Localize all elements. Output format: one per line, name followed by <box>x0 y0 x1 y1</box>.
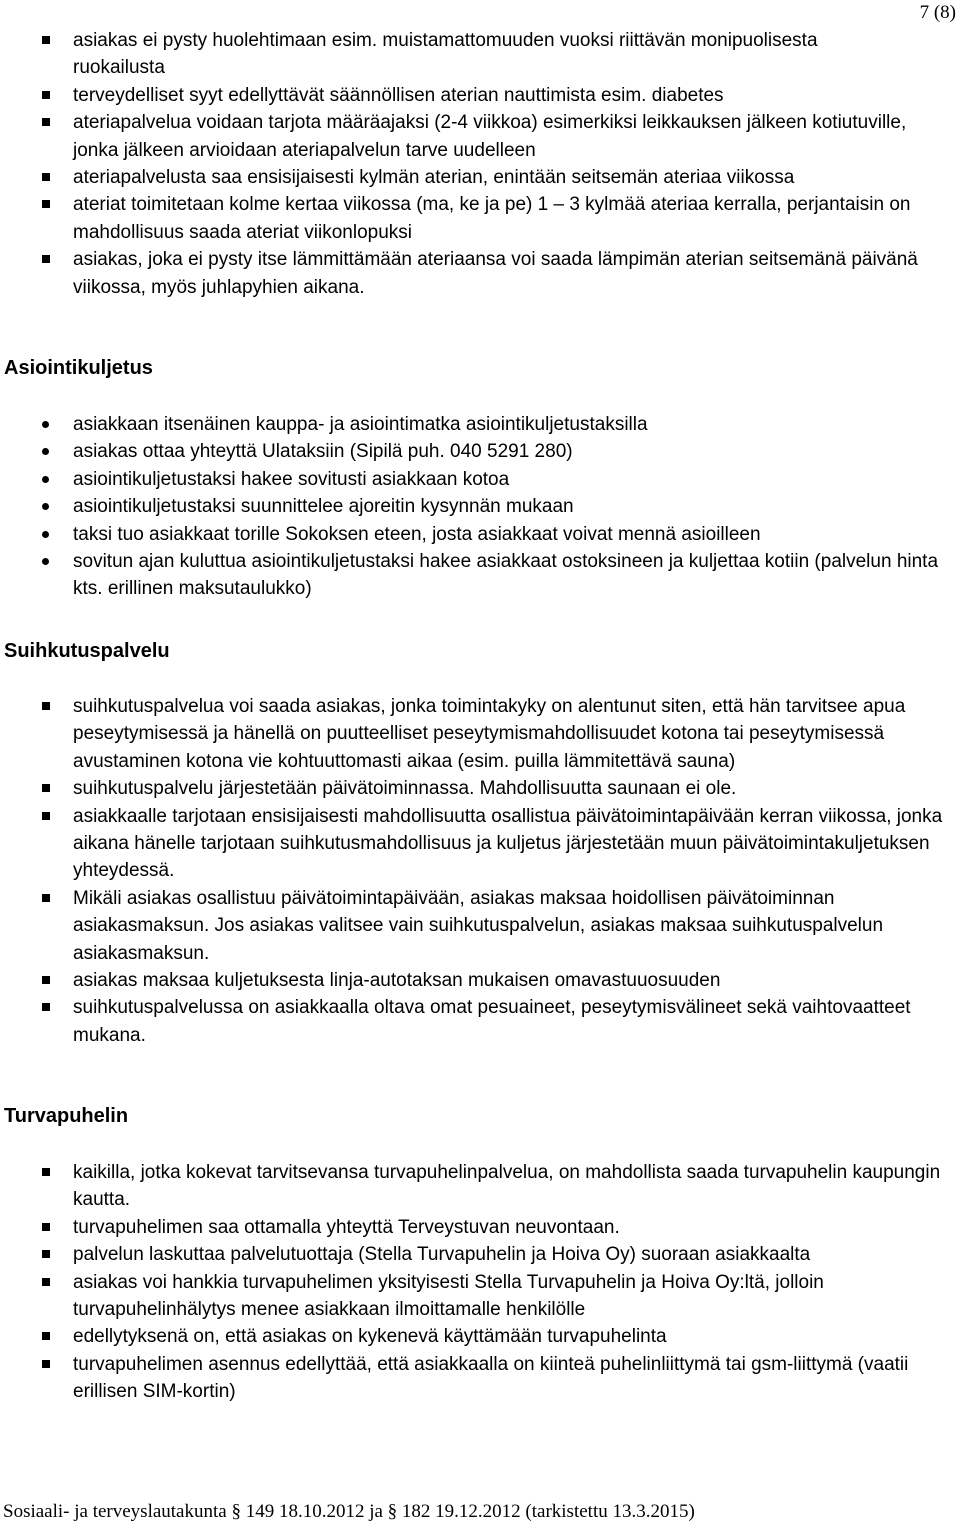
square-bullet-icon <box>42 784 50 792</box>
list-item: sovitun ajan kuluttua asiointikuljetustaksi hakee asiakkaat ostoksineen ja kuljettaa kotiin (palvelun hinta kts. erillinen maksutaulukko) <box>0 548 960 603</box>
square-bullet-icon <box>42 1003 50 1011</box>
list-item: kaikilla, jotka kokevat tarvitsevansa turvapuhelinpalvelua, on mahdollista saada turvapuhelin kaupungin kautta. <box>0 1159 960 1214</box>
list-item: asiakas, joka ei pysty itse lämmittämään ateriaansa voi saada lämpimän aterian seitsemänä päivänä viikossa, myös juhlapyhien aikana. <box>0 246 960 301</box>
square-bullet-icon <box>42 1223 50 1231</box>
square-bullet-icon <box>42 255 50 263</box>
list-item: asiointikuljetustaksi hakee sovitusti asiakkaan kotoa <box>0 466 960 493</box>
list-item: asiakas voi hankkia turvapuhelimen yksityisesti Stella Turvapuhelin ja Hoiva Oy:ltä, jolloin turvapuhelinhälytys menee asiakkaan ilmoittamalle henkilölle <box>0 1269 960 1324</box>
section-heading-turvapuhelin: Turvapuhelin <box>4 1105 129 1127</box>
round-bullet-icon <box>42 531 49 538</box>
list-item: edellytyksenä on, että asiakas on kykenevä käyttämään turvapuhelinta <box>0 1323 960 1350</box>
square-bullet-icon <box>42 812 50 820</box>
section-heading-asiointikuljetus: Asiointikuljetus <box>4 357 153 379</box>
square-bullet-icon <box>42 36 50 44</box>
list-item: ateriat toimitetaan kolme kertaa viikossa (ma, ke ja pe) 1 – 3 kylmää ateriaa kerralla, perjantaisin on mahdollisuus saada ateriat viikonlopuksi <box>0 191 960 246</box>
section-heading-suihkutuspalvelu: Suihkutuspalvelu <box>4 640 170 662</box>
square-bullet-icon <box>42 118 50 126</box>
page-footer: Sosiaali- ja terveyslautakunta § 149 18.10.2012 ja § 182 19.12.2012 (tarkistettu 13.3.2015) <box>3 1501 695 1522</box>
square-bullet-icon <box>42 1360 50 1368</box>
list-item: turvapuhelimen asennus edellyttää, että asiakkaalla on kiinteä puhelinliittymä tai gsm-liittymä (vaatii erillisen SIM-kortin) <box>0 1351 960 1406</box>
round-bullet-icon <box>42 476 49 483</box>
meal-service-list <box>0 27 960 301</box>
list-item: asiakas ei pysty huolehtimaan esim. muistamattomuuden vuoksi riittävän monipuolisesta ruokailusta <box>0 27 960 82</box>
list-item: suihkutuspalvelua voi saada asiakas, jonka toimintakyky on alentunut siten, että hän tarvitsee apua peseytymisessä ja hänellä on puutteelliset peseytymismahdollisuudet kotona tai peseytymisessä avustaminen kotona vie kohtuuttomasti aikaa (esim. puilla lämmitettävä sauna) <box>0 693 960 775</box>
list-item: Mikäli asiakas osallistuu päivätoimintapäivään, asiakas maksaa hoidollisen päivätoiminnan asiakasmaksun. Jos asiakas valitsee vain suihkutuspalvelun, asiakas maksaa suihkutuspalvelun asiakasmaksun. <box>0 885 960 967</box>
round-bullet-icon <box>42 558 49 565</box>
list-item: ateriapalvelua voidaan tarjota määräajaksi (2-4 viikkoa) esimerkiksi leikkauksen jälkeen kotiutuville, jonka jälkeen arvioidaan ateriapalvelun tarve uudelleen <box>0 109 960 164</box>
list-item: ateriapalvelusta saa ensisijaisesti kylmän aterian, enintään seitsemän ateriaa viikossa <box>0 164 960 191</box>
list-item: palvelun laskuttaa palvelutuottaja (Stella Turvapuhelin ja Hoiva Oy) suoraan asiakkaalta <box>0 1241 960 1268</box>
turvapuhelin-list <box>0 1159 960 1406</box>
square-bullet-icon <box>42 173 50 181</box>
round-bullet-icon <box>42 421 49 428</box>
list-item: suihkutuspalvelu järjestetään päivätoiminnassa. Mahdollisuutta saunaan ei ole. <box>0 775 960 802</box>
square-bullet-icon <box>42 702 50 710</box>
suihkutus-list <box>0 693 960 1049</box>
list-item: asiakkaan itsenäinen kauppa- ja asiointimatka asiointikuljetustaksilla <box>0 411 960 438</box>
square-bullet-icon <box>42 1168 50 1176</box>
list-item: taksi tuo asiakkaat torille Sokoksen eteen, josta asiakkaat voivat mennä asioilleen <box>0 521 960 548</box>
square-bullet-icon <box>42 976 50 984</box>
list-item: asiakas ottaa yhteyttä Ulataksiin (Sipilä puh. 040 5291 280) <box>0 438 960 465</box>
list-item: suihkutuspalvelussa on asiakkaalla oltava omat pesuaineet, peseytymisvälineet sekä vaihtovaatteet mukana. <box>0 994 960 1049</box>
list-item: asiakas maksaa kuljetuksesta linja-autotaksan mukaisen omavastuuosuuden <box>0 967 960 994</box>
round-bullet-icon <box>42 503 49 510</box>
list-item: asiointikuljetustaksi suunnittelee ajoreitin kysynnän mukaan <box>0 493 960 520</box>
list-item: asiakkaalle tarjotaan ensisijaisesti mahdollisuutta osallistua päivätoimintapäivään kerran viikossa, jonka aikana hänelle tarjotaan suihkutusmahdollisuus ja kuljetus järjestetään muun päivätoimintakuljetuksen yhteydessä. <box>0 803 960 885</box>
square-bullet-icon <box>42 200 50 208</box>
list-item: turvapuhelimen saa ottamalla yhteyttä Terveystuvan neuvontaan. <box>0 1214 960 1241</box>
round-bullet-icon <box>42 448 49 455</box>
square-bullet-icon <box>42 894 50 902</box>
page-number: 7 (8) <box>919 2 956 23</box>
square-bullet-icon <box>42 91 50 99</box>
asiointi-list <box>0 411 960 603</box>
square-bullet-icon <box>42 1278 50 1286</box>
square-bullet-icon <box>42 1250 50 1258</box>
square-bullet-icon <box>42 1332 50 1340</box>
list-item: terveydelliset syyt edellyttävät säännöllisen aterian nauttimista esim. diabetes <box>0 82 960 109</box>
